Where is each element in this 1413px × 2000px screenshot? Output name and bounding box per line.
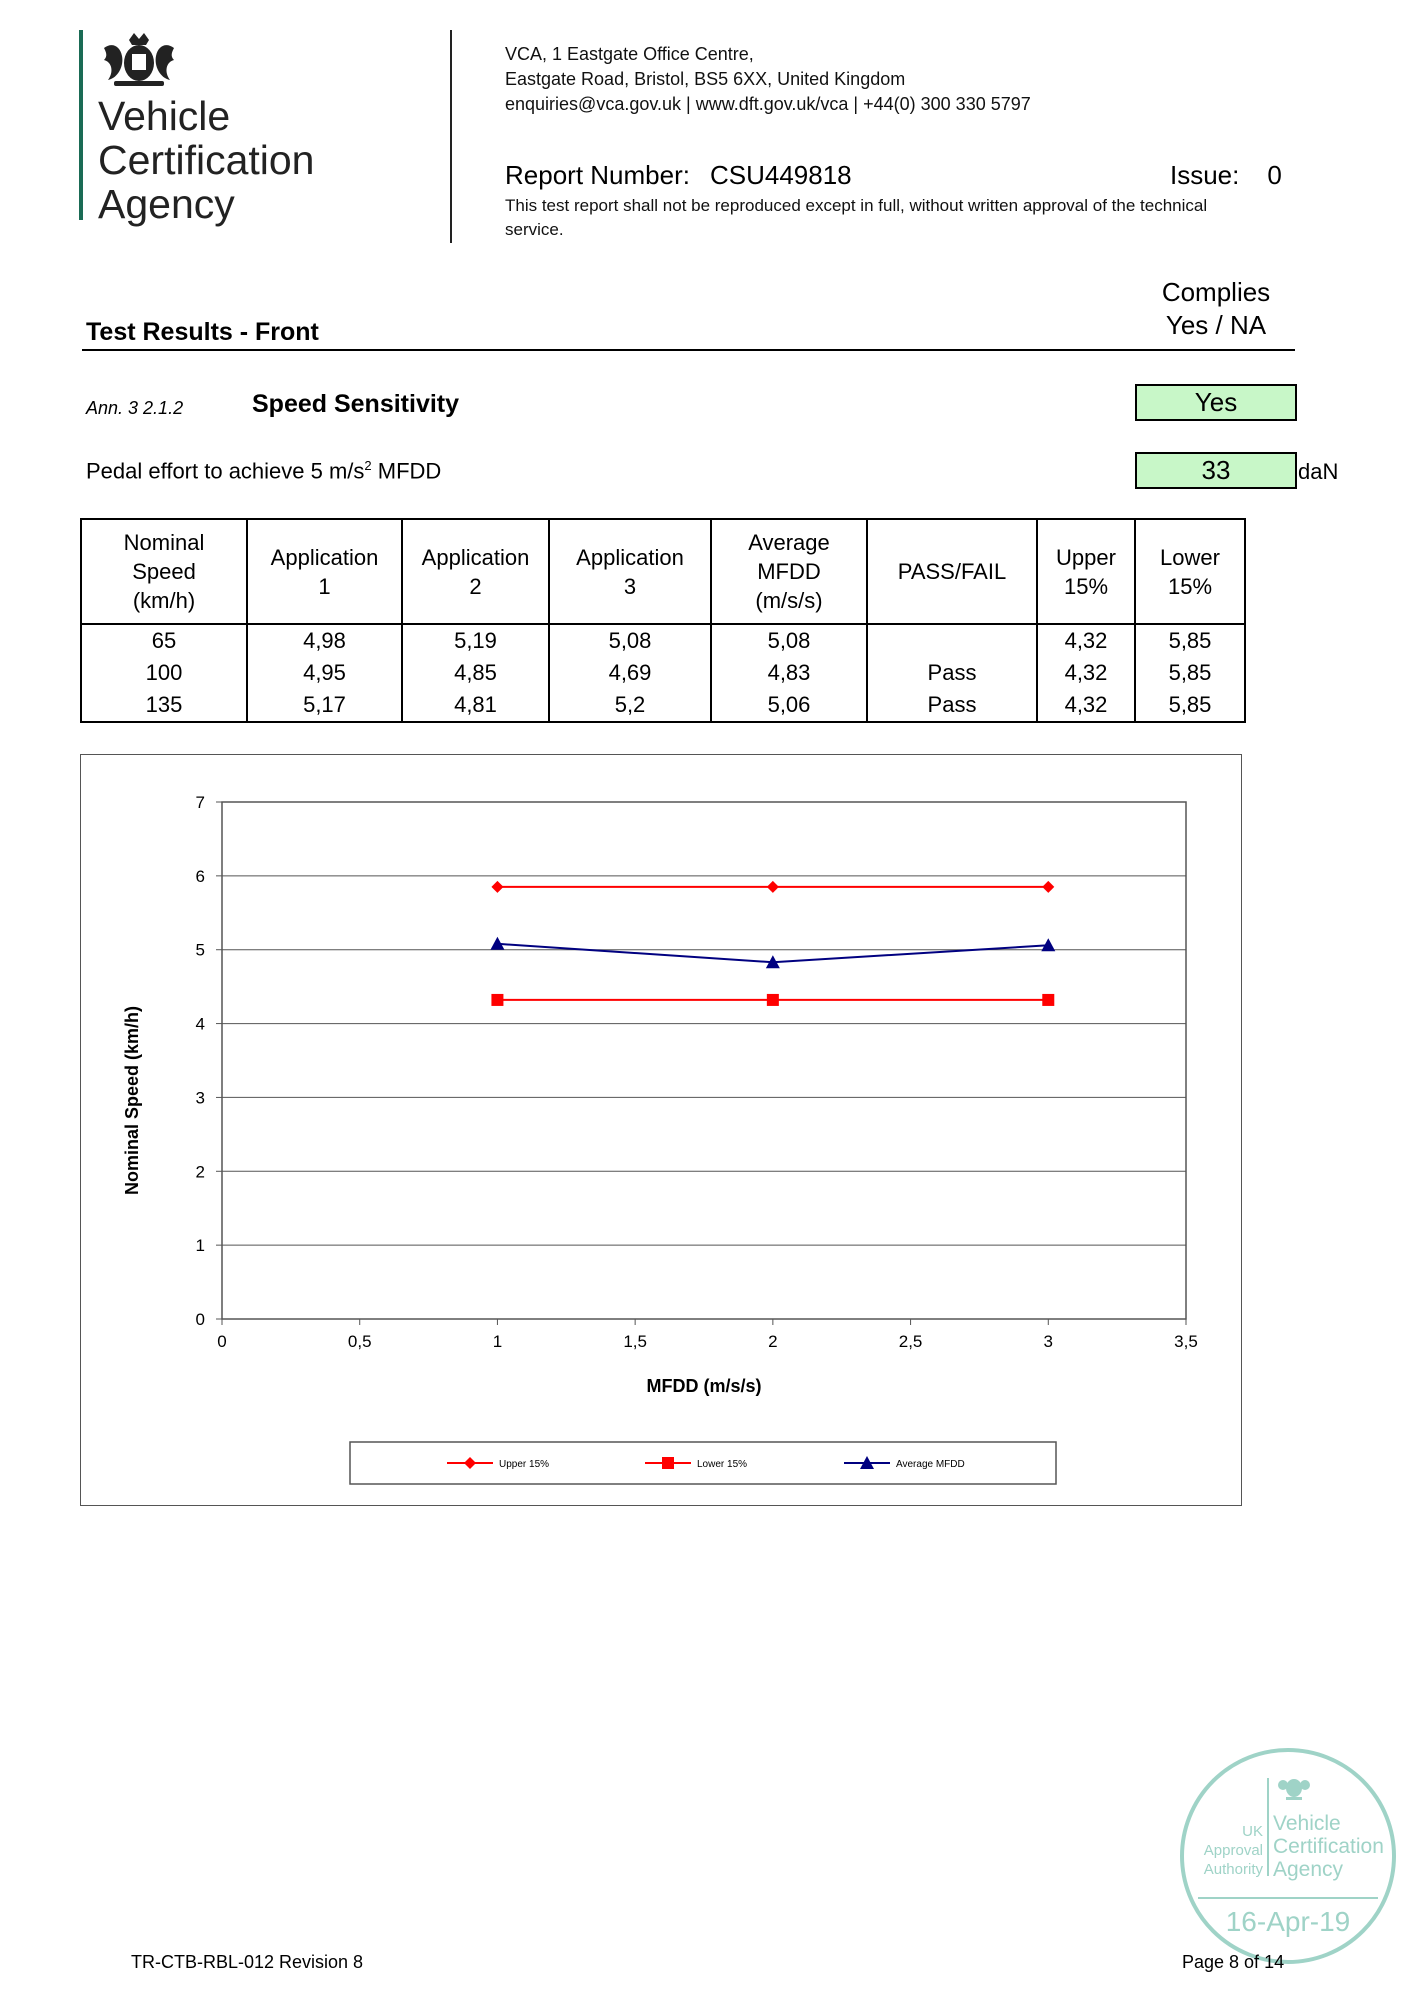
- address-line: Eastgate Road, Bristol, BS5 6XX, United Kingdom: [505, 69, 906, 89]
- address-line: VCA, 1 Eastgate Office Centre,: [505, 44, 754, 64]
- column-header-line: 1: [318, 573, 331, 599]
- table-cell: 4,69: [549, 657, 711, 689]
- report-number-label: Report Number:: [505, 160, 690, 190]
- column-header-line: Lower: [1160, 544, 1220, 570]
- x-tick-label: 2,5: [898, 1332, 923, 1351]
- table-cell: 5,17: [247, 689, 402, 722]
- y-axis-label: Nominal Speed (km/h): [122, 1005, 142, 1196]
- x-axis-label: MFDD (m/s/s): [646, 1376, 762, 1396]
- column-header-line: 3: [623, 573, 637, 599]
- table-cell: 135: [81, 689, 247, 722]
- stamp-left-line: UK: [1242, 1823, 1263, 1840]
- legend-label: Average MFDD: [896, 1459, 965, 1470]
- y-tick-label: 4: [195, 1014, 205, 1034]
- pedal-label-text: Pedal effort to achieve 5 m/s: [86, 458, 365, 484]
- table-cell: 4,85: [402, 657, 549, 689]
- column-header-line: Speed: [132, 559, 196, 584]
- y-tick-label: 7: [195, 793, 205, 812]
- y-tick-label: 1: [195, 1236, 205, 1256]
- column-header-line: Average: [748, 530, 830, 555]
- x-tick-label: 0: [217, 1332, 227, 1351]
- stamp-date: 16-Apr-19: [1225, 1906, 1351, 1937]
- section-title: Test Results - Front: [86, 318, 319, 346]
- table-cell: 5,08: [549, 624, 711, 657]
- stamp-left-line: Authority: [1203, 1861, 1263, 1878]
- table-cell: 5,2: [549, 689, 711, 722]
- column-header-line: 2: [469, 573, 482, 599]
- table-cell: 100: [81, 657, 247, 689]
- stamp-crest-icon: [1278, 1779, 1310, 1800]
- reproduction-note: This test report shall not be reproduced except in full, without written approval of the technical service.: [505, 196, 1208, 239]
- table-cell: 5,85: [1135, 624, 1245, 657]
- pedal-effort-unit: daN: [1298, 459, 1339, 484]
- footer-page-number: Page 8 of 14: [1182, 1952, 1285, 1972]
- table-cell: 65: [81, 624, 247, 657]
- x-tick-label: 3: [1043, 1332, 1054, 1351]
- x-tick-label: 1,5: [623, 1332, 647, 1351]
- issue-value: 0: [1267, 160, 1282, 190]
- pedal-effort-value: 33: [1135, 452, 1297, 489]
- pedal-label-sup: 2: [364, 458, 372, 473]
- stamp-right-line: Agency: [1273, 1858, 1344, 1881]
- stamp-left-line: Approval: [1203, 1842, 1263, 1859]
- table-cell: 4,32: [1037, 657, 1135, 689]
- table-cell: 5,85: [1135, 657, 1245, 689]
- x-tick-label: 0,5: [347, 1332, 372, 1351]
- column-header-line: Nominal: [123, 530, 205, 555]
- agency-line: Vehicle: [98, 93, 231, 139]
- y-tick-label: 3: [195, 1088, 205, 1108]
- y-tick-label: 0: [195, 1310, 205, 1329]
- pedal-label-suffix: MFDD: [371, 458, 442, 484]
- data-point: [491, 994, 503, 1006]
- column-header-line: PASS/FAIL: [897, 559, 1007, 584]
- report-number-value: CSU449818: [709, 160, 852, 190]
- table-cell: 4,83: [711, 657, 867, 689]
- legend-label: Upper 15%: [499, 1459, 550, 1470]
- column-header-line: MFDD: [757, 559, 821, 584]
- table-cell: 4,32: [1037, 624, 1135, 657]
- stamp-right-line: Certification: [1273, 1835, 1384, 1858]
- speed-sensitivity-title: Speed Sensitivity: [252, 390, 460, 418]
- stamp-contents: [1180, 1748, 1396, 1964]
- table-cell: 4,98: [247, 624, 402, 657]
- table-cell: Pass: [867, 689, 1037, 722]
- column-header-line: Upper: [1056, 544, 1116, 570]
- table-cell: 5,08: [711, 624, 867, 657]
- footer-document-ref: TR-CTB-RBL-012 Revision 8: [131, 1952, 364, 1972]
- agency-line: Certification: [98, 137, 315, 183]
- x-tick-label: 2: [768, 1332, 778, 1351]
- x-tick-label: 1: [492, 1332, 503, 1351]
- column-header-line: Application: [421, 544, 530, 570]
- issue-label: Issue:: [1170, 160, 1240, 190]
- contact-line: enquiries@vca.gov.uk | www.dft.gov.uk/vca | +44(0) 300 330 5797: [505, 94, 1031, 114]
- table-cell: Pass: [867, 657, 1037, 689]
- stamp-right-line: Vehicle: [1273, 1812, 1341, 1835]
- table-cell: 5,19: [402, 624, 549, 657]
- x-tick-label: 3,5: [1174, 1332, 1198, 1351]
- table-cell: 5,06: [711, 689, 867, 722]
- table-cell: 4,81: [402, 689, 549, 722]
- y-tick-label: 2: [195, 1162, 205, 1182]
- y-tick-label: 6: [195, 866, 205, 886]
- column-header-line: Application: [576, 544, 684, 570]
- table-cell: 4,32: [1037, 689, 1135, 722]
- complies-line: Complies: [1161, 277, 1271, 307]
- data-point: [767, 994, 779, 1006]
- plot-area: [222, 802, 1186, 1319]
- table-cell: 5,85: [1135, 689, 1245, 722]
- column-header-line: (m/s/s): [755, 588, 823, 613]
- column-header-line: 15%: [1167, 573, 1213, 599]
- legend-label: Lower 15%: [697, 1459, 748, 1470]
- complies-line: Yes / NA: [1165, 310, 1267, 340]
- column-header-line: 15%: [1063, 573, 1109, 599]
- table-cell: 4,95: [247, 657, 402, 689]
- legend-marker: [662, 1457, 674, 1469]
- column-header-line: Application: [270, 544, 379, 570]
- agency-line: Agency: [98, 181, 235, 227]
- complies-value-box: Yes: [1135, 384, 1297, 421]
- y-tick-label: 5: [195, 940, 205, 960]
- annex-reference: Ann. 3 2.1.2: [86, 398, 184, 418]
- column-header-line: (km/h): [132, 588, 196, 613]
- data-point: [1042, 994, 1054, 1006]
